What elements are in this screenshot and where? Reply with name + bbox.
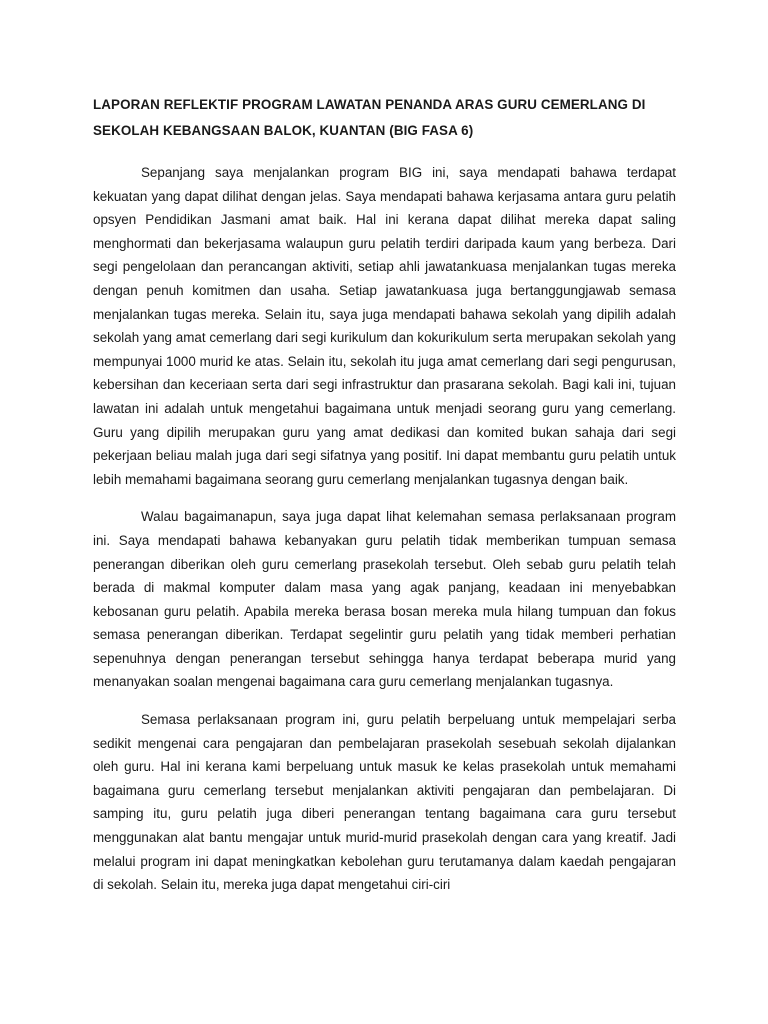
document-page	[93, 92, 676, 911]
paragraph-weaknesses: Walau bagaimanapun, saya juga dapat lihat kelemahan semasa perlaksanaan program ini. Saya mendapati bahawa kebanyakan guru pelatih tidak memberikan tumpuan semasa penerangan diberikan oleh guru cemerlang prasekolah tersebut. Oleh sebab guru pelatih telah berada di makmal komputer dalam masa yang agak panjang, keadaan ini menyebabkan kebosanan guru pelatih. Apabila mereka berasa bosan mereka mula hilang tumpuan dan fokus semasa penerangan diberikan. Terdapat segelintir guru pelatih yang tidak memberi perhatian sepenuhnya dengan penerangan tersebut sehingga hanya terdapat beberapa murid yang menanyakan soalan mengenai bagaimana cara guru cemerlang menjalankan tugasnya.	[93, 509, 676, 690]
paragraph-strengths: Sepanjang saya menjalankan program BIG ini, saya mendapati bahawa terdapat kekuatan yang dapat dilihat dengan jelas. Saya mendapati bahawa kerjasama antara guru pelatih opsyen Pendidikan Jasmani amat baik. Hal ini kerana dapat dilihat mereka dapat saling menghormati dan bekerjasama walaupun guru pelatih terdiri daripada kaum yang berbeza. Dari segi pengelolaan dan perancangan aktiviti, setiap ahli jawatankuasa menjalankan tugas mereka dengan penuh komitmen dan usaha. Setiap jawatankuasa juga bertanggungjawab semasa menjalankan tugas mereka. Selain itu, saya juga mendapati bahawa sekolah yang dipilih adalah sekolah yang amat cemerlang dari segi kurikulum dan kokurikulum serta merupakan sekolah yang mempunyai 1000 murid ke atas. Selain itu, sekolah itu juga amat cemerlang dari segi pengurusan, kebersihan dan keceriaan serta dari segi infrastruktur dan prasarana sekolah. Bagi kali ini, tujuan lawatan ini adalah untuk mengetahui bagaimana untuk menjadi seorang guru yang cemerlang. Guru yang dipilih merupakan guru yang amat dedikasi dan komited bukan sahaja dari segi pekerjaan beliau malah juga dari segi sifatnya yang positif. Ini dapat membantu guru pelatih untuk lebih memahami bagaimana seorang guru cemerlang menjalankan tugasnya dengan baik.	[93, 165, 676, 487]
paragraph-learning: Semasa perlaksanaan program ini, guru pelatih berpeluang untuk mempelajari serba sedikit mengenai cara pengajaran dan pembelajaran prasekolah sesebuah sekolah dijalankan oleh guru. Hal ini kerana kami berpeluang untuk masuk ke kelas prasekolah untuk memahami bagaimana guru cemerlang tersebut menjalankan aktiviti pengajaran dan pembelajaran. Di samping itu, guru pelatih juga diberi penerangan tentang bagaimana cara guru tersebut menggunakan alat bantu mengajar untuk murid-murid prasekolah dengan cara yang kreatif. Jadi melalui program ini dapat meningkatkan kebolehan guru terutamanya dalam kaedah pengajaran di sekolah. Selain itu, mereka juga dapat mengetahui ciri-ciri	[93, 712, 676, 893]
document-title: LAPORAN REFLEKTIF PROGRAM LAWATAN PENANDA ARAS GURU CEMERLANG DI SEKOLAH KEBANGSAAN BALOK, KUANTAN (BIG FASA 6)	[93, 97, 646, 138]
